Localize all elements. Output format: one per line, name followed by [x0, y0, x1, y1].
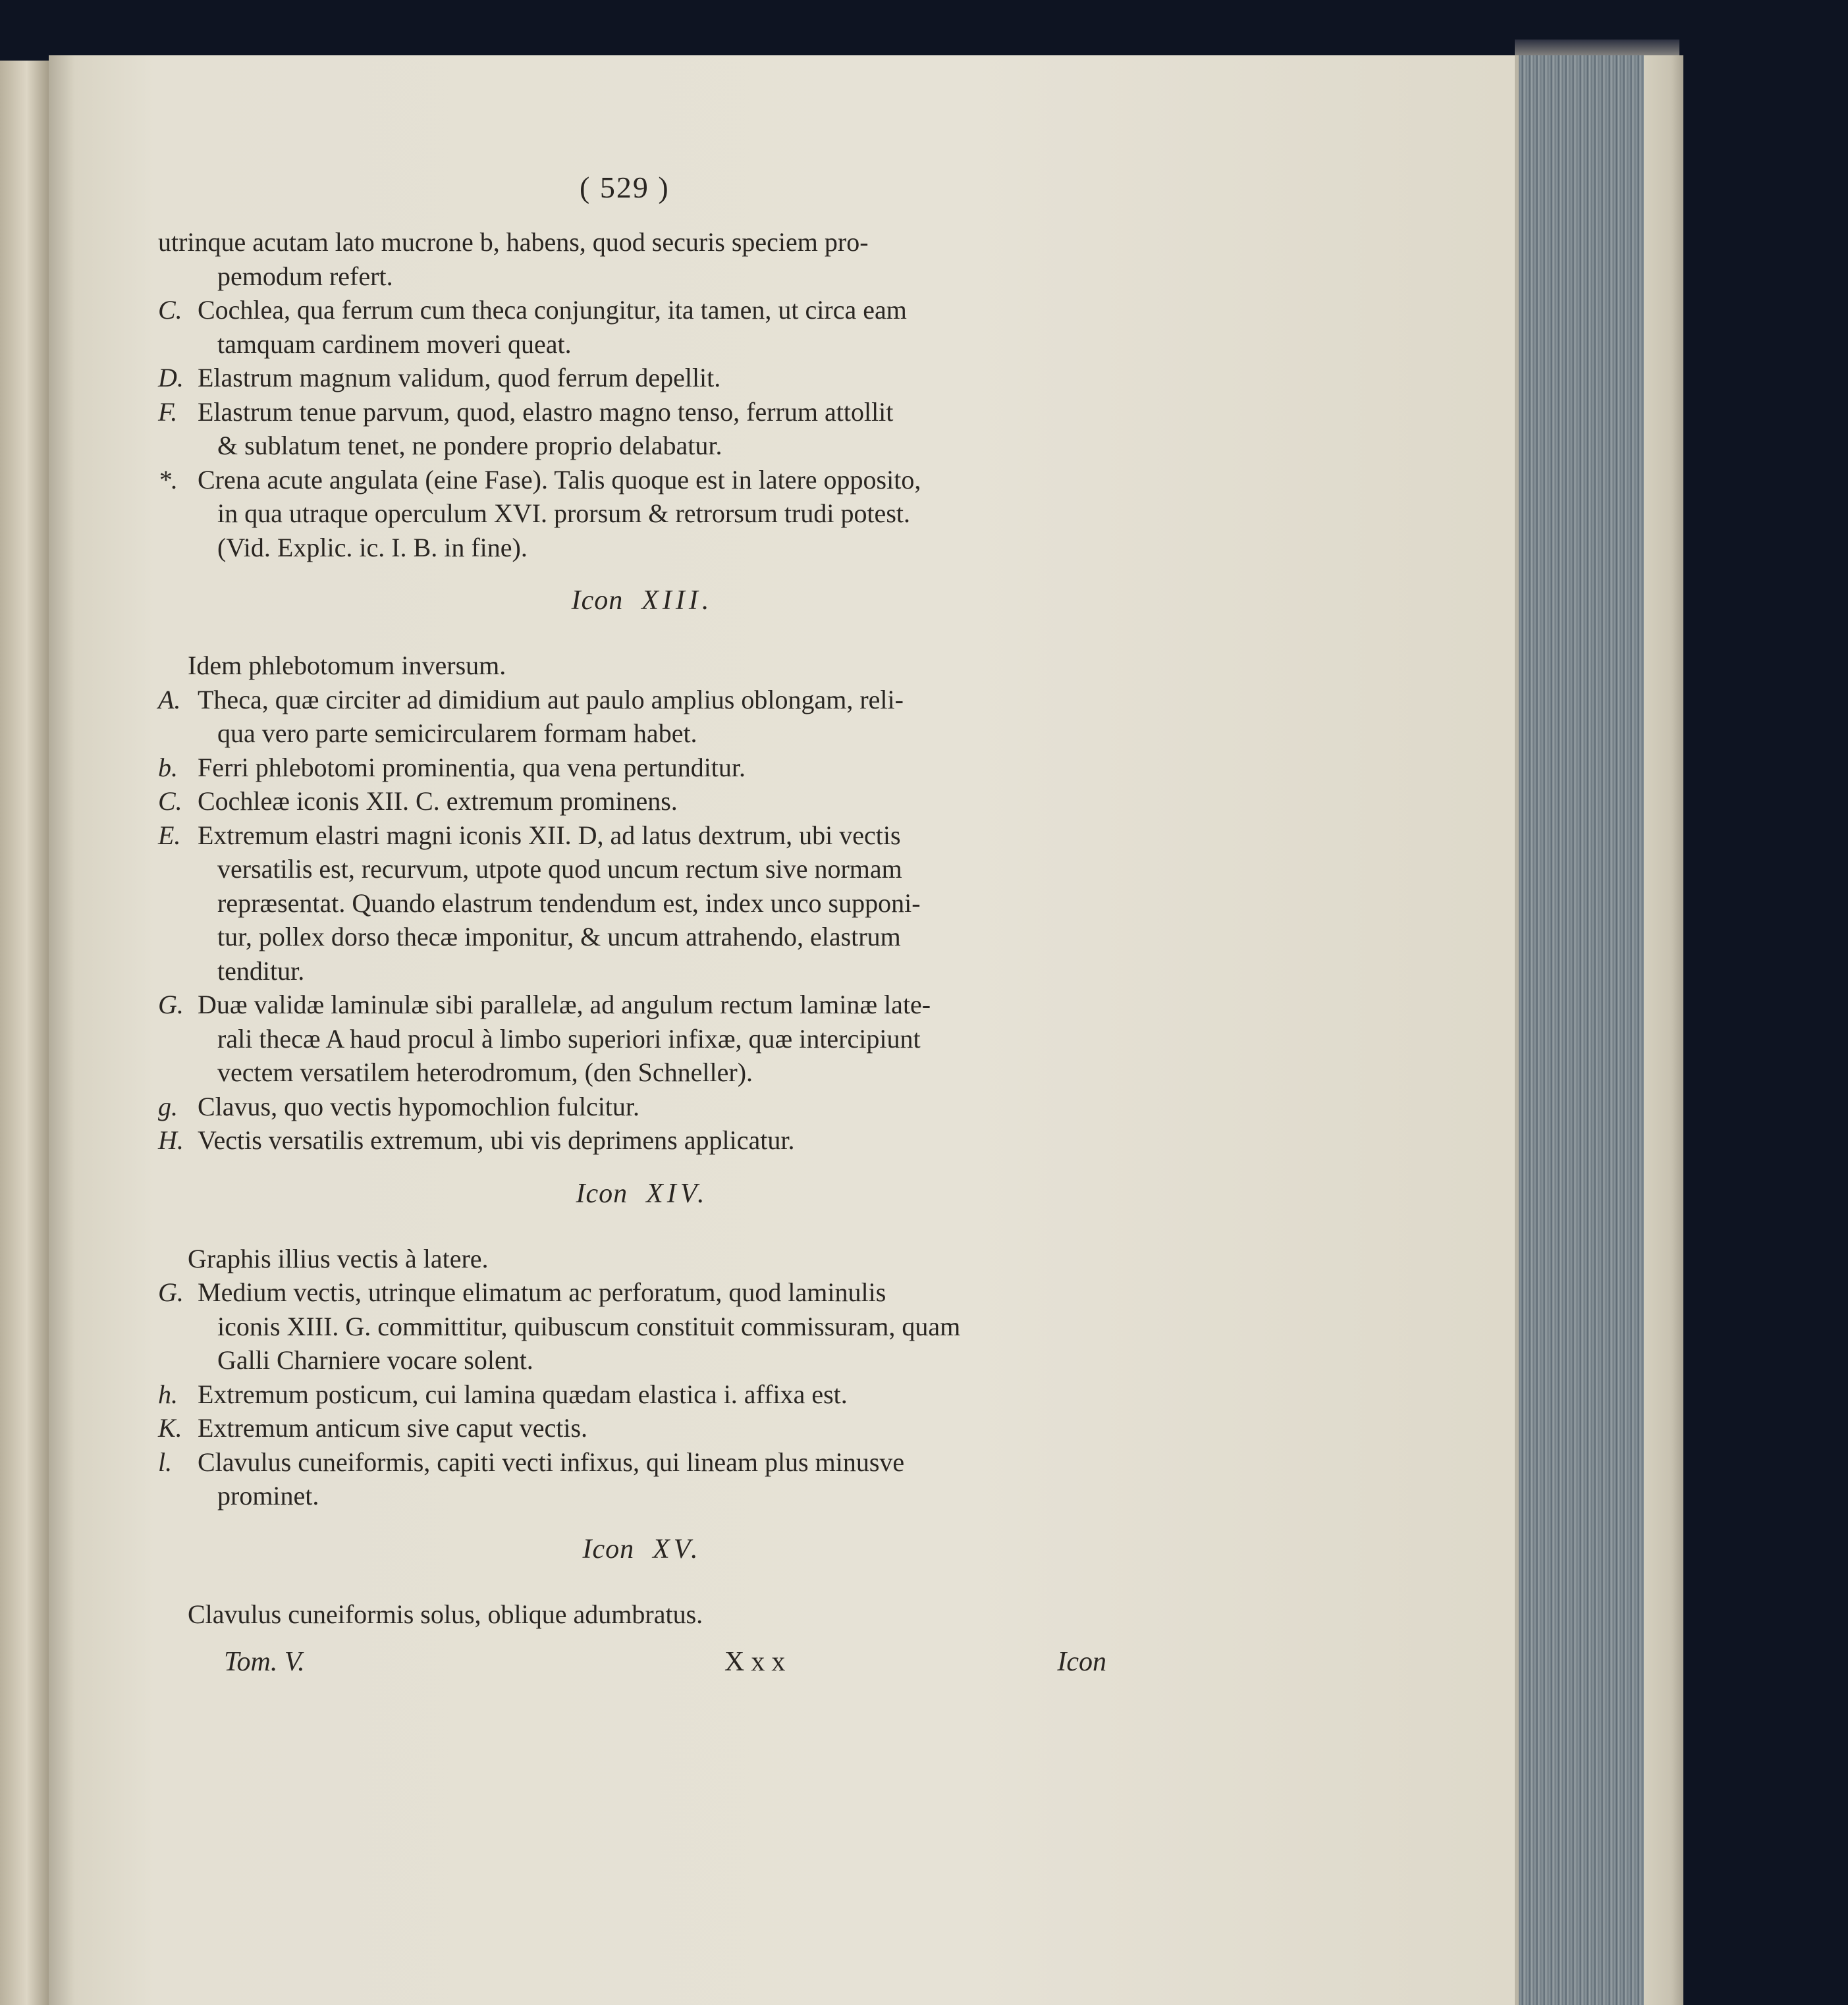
legend-text: Cochlea, qua ferrum cum theca conjungitur, ita tamen, ut circa eam: [198, 295, 907, 325]
legend-key: K.: [158, 1413, 182, 1443]
signature-mark: Xxx: [724, 1647, 792, 1677]
page-footer: [224, 1646, 1106, 1686]
legend-key: C.: [158, 786, 182, 816]
legend-entry: [158, 1377, 1126, 1412]
book-page-edges: [1515, 55, 1683, 2005]
legend-text: Elastrum magnum validum, quod ferrum depellit.: [198, 363, 721, 392]
continuation-line: Galli Charniere vocare solent.: [217, 1345, 533, 1375]
legend-entry: [158, 1411, 1126, 1445]
legend-key: b.: [158, 752, 178, 782]
legend-text: Extremum posticum, cui lamina quædam elastica i. affixa est.: [198, 1379, 848, 1409]
legend-key: G.: [158, 990, 184, 1019]
legend-entry: [158, 683, 1126, 717]
page-body: [158, 225, 1126, 1631]
legend-text: Ferri phlebotomi prominentia, qua vena pertunditur.: [198, 752, 746, 782]
paragraph-line: Clavulus cuneiformis solus, oblique adumbratus.: [188, 1599, 703, 1629]
legend-key: G.: [158, 1277, 184, 1307]
legend-key: H.: [158, 1125, 184, 1155]
legend-entry: [158, 784, 1126, 818]
legend-key: E.: [158, 820, 181, 850]
legend-text: Clavus, quo vectis hypomochlion fulcitur.: [198, 1091, 640, 1121]
legend-key: h.: [158, 1379, 178, 1409]
continuation-line: versatilis est, recurvum, utpote quod uncum rectum sive normam: [217, 854, 902, 884]
legend-entry: [158, 395, 1126, 429]
legend-text: Cochleæ iconis XII. C. extremum prominens.: [198, 786, 678, 816]
facing-page-edge: [0, 61, 49, 2005]
continuation-line: vectem versatilem heterodromum, (den Schneller).: [217, 1057, 753, 1087]
continuation-line: utrinque acutam lato mucrone b, habens, quod securis speciem pro-: [158, 227, 869, 257]
catchword: Icon: [1057, 1647, 1106, 1677]
legend-key: F.: [158, 396, 178, 427]
legend-key: l.: [158, 1447, 173, 1477]
legend-entry: [158, 463, 1126, 497]
continuation-line: rali thecæ A haud procul à limbo superiori infixæ, quæ intercipiunt: [217, 1023, 921, 1054]
volume-label: Tom. V.: [224, 1647, 305, 1677]
legend-text: Elastrum tenue parvum, quod, elastro magno tenso, ferrum attollit: [198, 396, 894, 427]
legend-text: Vectis versatilis extremum, ubi vis deprimens applicatur.: [198, 1125, 795, 1155]
icon-heading-label: Icon: [582, 1534, 635, 1564]
legend-text: Clavulus cuneiformis, capiti vecti infixus, qui lineam plus minusve: [198, 1447, 905, 1477]
legend-entry: [158, 988, 1126, 1022]
continuation-line: tenditur.: [217, 955, 305, 986]
legend-key: *.: [158, 464, 178, 495]
legend-entry: [158, 293, 1126, 327]
legend-text: Extremum anticum sive caput vectis.: [198, 1413, 588, 1443]
legend-key: A.: [158, 684, 181, 714]
icon-heading-label: Icon: [571, 585, 624, 616]
icon-heading: [158, 1526, 1126, 1572]
continuation-line: (Vid. Explic. ic. I. B. in fine).: [217, 532, 528, 562]
continuation-line: prominet.: [217, 1481, 319, 1510]
legend-entry: [158, 751, 1126, 785]
legend-key: C.: [158, 295, 182, 325]
icon-heading-number: XIV.: [646, 1178, 709, 1209]
paragraph-line: Graphis illius vectis à latere.: [188, 1243, 489, 1273]
legend-entry: [158, 1123, 1126, 1158]
legend-entry: [158, 1090, 1126, 1124]
continuation-line: tamquam cardinem moveri queat.: [217, 329, 572, 359]
icon-heading: [158, 577, 1126, 624]
icon-heading-number: XIII.: [641, 585, 713, 616]
legend-text: Theca, quæ circiter ad dimidium aut paulo amplius oblongam, reli-: [198, 684, 904, 714]
icon-heading: [158, 1171, 1126, 1217]
paragraph-line: Idem phlebotomum inversum.: [188, 651, 506, 680]
legend-entry: [158, 361, 1126, 395]
legend-entry: [158, 1275, 1126, 1310]
icon-heading-label: Icon: [576, 1178, 628, 1209]
continuation-line: qua vero parte semicircularem formam habet.: [217, 718, 697, 748]
legend-entry: [158, 818, 1126, 853]
legend-key: g.: [158, 1091, 178, 1121]
continuation-line: tur, pollex dorso thecæ imponitur, & uncum attrahendo, elastrum: [217, 922, 901, 951]
continuation-line: in qua utraque operculum XVI. prorsum & retrorsum trudi potest.: [217, 498, 910, 528]
legend-text: Medium vectis, utrinque elimatum ac perforatum, quod laminulis: [198, 1277, 886, 1307]
continuation-line: pemodum refert.: [217, 261, 393, 291]
icon-heading-number: XV.: [653, 1534, 702, 1564]
legend-text: Crena acute angulata (eine Fase). Talis quoque est in latere opposito,: [198, 464, 921, 495]
continuation-line: iconis XIII. G. committitur, quibuscum constituit commissuram, quam: [217, 1311, 961, 1341]
legend-text: Duæ validæ laminulæ sibi parallelæ, ad angulum rectum laminæ late-: [198, 990, 931, 1019]
legend-entry: [158, 1445, 1126, 1480]
continuation-line: repræsentat. Quando elastrum tendendum est, index unco supponi-: [217, 888, 921, 918]
legend-key: D.: [158, 363, 184, 392]
page-number: ( 529 ): [580, 171, 670, 204]
legend-text: Extremum elastri magni iconis XII. D, ad latus dextrum, ubi vectis: [198, 820, 901, 850]
continuation-line: & sublatum tenet, ne pondere proprio delabatur.: [217, 431, 722, 460]
